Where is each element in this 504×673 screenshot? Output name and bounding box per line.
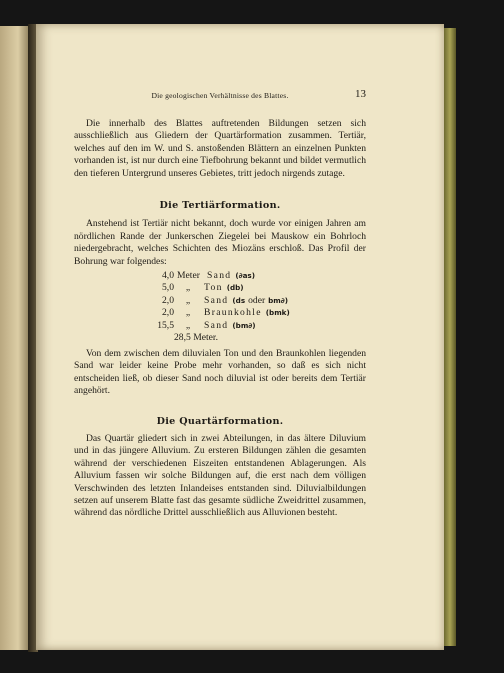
left-page-edge (0, 26, 30, 650)
page-content (74, 90, 366, 520)
profile-row (74, 295, 366, 307)
profile-total: 28,5 Meter. (174, 332, 218, 344)
profile-ditto: „ (185, 319, 191, 331)
profile-code: (bm∂) (232, 320, 256, 330)
running-header (74, 90, 366, 104)
profile-row (74, 307, 366, 319)
profile-ditto: „ (185, 282, 191, 294)
drilling-profile (74, 270, 366, 345)
profile-material: Sand (204, 294, 229, 306)
profile-code-alt: bm∂) (268, 295, 288, 305)
profile-material: Braunkohle (204, 307, 262, 319)
profile-depth: 2,0 (162, 307, 174, 319)
page-number: 13 (355, 88, 366, 100)
profile-ditto: „ (185, 294, 191, 306)
profile-conjunction: oder (248, 294, 266, 306)
running-title: Die geologischen Verhältnisse des Blattes. (151, 91, 289, 100)
profile-row (74, 282, 366, 294)
intro-paragraph: Die innerhalb des Blattes auftretenden Bildungen setzen sich ausschließlich aus Gliedern der Quartärformation zusammen. Tertiär, welches auf den im W. und S. anstoßenden Blättern an einzelnen Punkten vorhanden ist, ist nur durch eine Tiefbohrung bekannt und bildet vermutlich den tieferen Untergrund unseres Gebietes, tritt jedoch nirgends zutage. (74, 118, 366, 179)
profile-depth: 15,5 (157, 319, 174, 331)
tertiary-closing-paragraph: Von dem zwischen dem diluvialen Ton und den Braunkohlen liegenden Sand war leider keine Probe mehr vorhanden, so daß es sich nicht entscheiden ließ, ob dieser Sand noch diluvial ist oder bereits dem Tertiär angehört. (74, 348, 366, 397)
profile-code: (bmk) (265, 308, 290, 318)
profile-material: Ton (204, 282, 223, 294)
profile-row (74, 320, 366, 332)
profile-ditto: „ (185, 307, 191, 319)
profile-material: Sand (204, 319, 229, 331)
heading-tertiary: Die Tertiärformation. (159, 200, 281, 212)
profile-code: (∂as) (235, 271, 255, 281)
profile-depth: 5,0 (162, 282, 174, 294)
profile-depth: 4,0 (162, 270, 174, 282)
tertiary-paragraph: Anstehend ist Tertiär nicht bekannt, doch wurde vor einigen Jahren am nördlichen Rande der Junkerschen Ziegelei bei Mauskow ein Bohrloch niedergebracht, welches Schichten des Miozäns erschloß. Das Profil der Bohrung war folgendes: (74, 218, 366, 267)
profile-material: Sand (207, 270, 232, 282)
page-edge-strip (444, 28, 456, 646)
profile-row (74, 270, 366, 282)
heading-quaternary: Die Quartärformation. (156, 415, 284, 427)
quaternary-paragraph: Das Quartär gliedert sich in zwei Abteilungen, in das ältere Diluvium und in das jüngere Alluvium. Zu ersteren Bildungen zählen die gesamten während der verschiedenen Eiszeiten entstandenen Ablagerungen. Als Alluvium fassen wir solche Bildungen auf, die erst nach dem völligen Verschwinden des letzten Inlandeises entstanden sind. Diluvialbildungen setzen auf unserem Blatte fast das gesamte südliche Zweidrittel zusammen, während das nördliche Drittel ausschließlich aus Alluvionen besteht. (74, 433, 366, 519)
profile-code: (ds (232, 295, 246, 305)
profile-code: (db) (226, 283, 244, 293)
profile-depth: 2,0 (162, 294, 174, 306)
profile-unit: Meter (177, 270, 200, 282)
